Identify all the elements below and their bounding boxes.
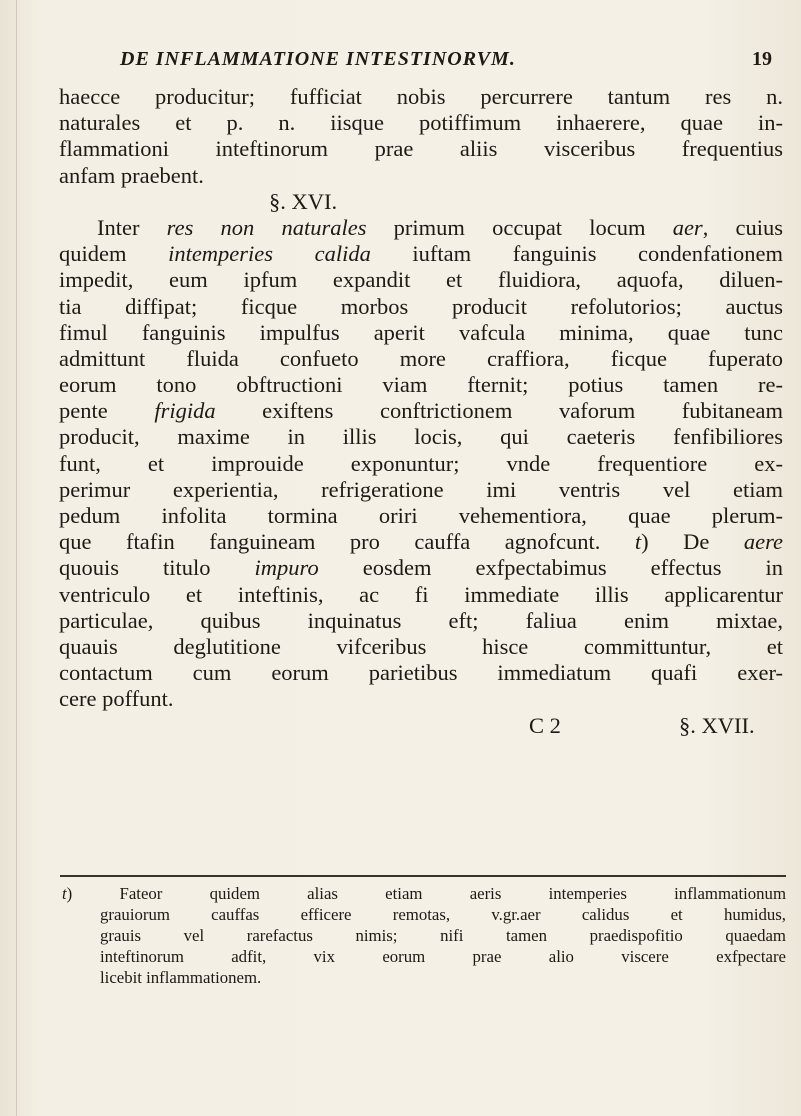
italic-term: t — [634, 529, 642, 555]
text-line — [59, 215, 783, 241]
footnote — [62, 883, 786, 988]
text-segment: tia diffipat; ficque morbos producit refolutorios; auctus — [59, 293, 783, 319]
signature-mark: C 2 — [529, 712, 561, 738]
italic-term: aere — [743, 529, 783, 555]
footnote-line: grauis vel rarefactus nimis; nifi tamen praedispofitio quaedam — [100, 926, 786, 945]
text-line — [59, 529, 783, 555]
text-segment: que ftafin fanguineam pro cauffa agnofcunt. — [59, 529, 635, 555]
text-line — [59, 241, 783, 267]
text-line — [59, 320, 783, 346]
footnote-line — [62, 883, 786, 904]
text-line — [59, 477, 783, 503]
text-segment: Inter — [97, 214, 167, 240]
text-line — [59, 267, 783, 293]
text-line — [59, 398, 783, 424]
text-line — [59, 634, 783, 660]
text-line — [59, 555, 783, 581]
text-line — [59, 372, 783, 398]
text-line: flammationi inteftinorum prae aliis visceribus frequentius — [59, 136, 783, 162]
text-line — [59, 660, 783, 686]
text-segment: producit, maxime in illis locis, qui caeteris fenfibiliores — [59, 424, 783, 450]
text-segment: , cuius — [702, 214, 783, 240]
running-head-title: DE INFLAMMATIONE INTESTINORVM. — [120, 48, 516, 70]
text-line — [59, 294, 783, 320]
text-segment: cere poffunt. — [59, 686, 174, 712]
text-line: haecce producitur; fufficiat nobis percurrere tantum res n. — [59, 84, 783, 109]
text-segment: contactum cum eorum parietibus immediatum quafi exer- — [59, 660, 783, 686]
text-segment: primum occupat locum — [366, 214, 673, 240]
italic-term: res non naturales — [166, 214, 367, 240]
main-text — [59, 84, 783, 739]
catchword: §. XVII. — [679, 712, 755, 738]
text-segment: fimul fanguinis impulfus aperit vafcula minima, quae tunc — [59, 319, 783, 345]
footnote-rule — [60, 875, 786, 877]
text-segment: quidem — [59, 241, 169, 267]
italic-term: frigida — [154, 398, 216, 424]
text-segment: quauis deglutitione vifceribus hisce committuntur, et — [59, 633, 783, 659]
footnote-text: ) Fateor quidem alias etiam aeris intemperies inflammationum — [66, 884, 786, 903]
text-segment: impedit, eum ipfum expandit et fluidiora, aquofa, diluen- — [59, 267, 783, 293]
text-line — [59, 424, 783, 450]
text-segment: admittunt fluida confueto more craffiora, ficque fuperato — [59, 345, 783, 371]
footnote-marker: t — [62, 884, 67, 903]
text-segment: pente — [59, 398, 155, 424]
text-segment: ) De — [641, 529, 744, 555]
text-segment: eosdem exfpectabimus effectus in — [318, 555, 783, 581]
footnote-line: grauiorum cauffas efficere remotas, v.gr.aer calidus et humidus, — [100, 905, 786, 924]
text-line — [59, 582, 783, 608]
text-segment: eorum tono obftructioni viam fternit; potius tamen re- — [59, 372, 783, 398]
text-segment: exiftens conftrictionem vaforum fubitaneam — [215, 398, 783, 424]
text-line — [59, 346, 783, 372]
section-paragraph — [59, 215, 783, 713]
text-segment: funt, et improuide exponuntur; vnde frequentiore ex- — [59, 450, 783, 476]
text-line — [59, 503, 783, 529]
italic-term: aer — [672, 214, 703, 240]
text-line — [59, 608, 783, 634]
text-line — [59, 686, 783, 712]
text-segment: particulae, quibus inquinatus eft; faliua enim mixtae, — [59, 607, 783, 633]
page-number: 19 — [752, 48, 772, 70]
catchline — [59, 713, 783, 739]
text-segment: pedum infolita tormina oriri vehementiora, quae plerum- — [59, 503, 783, 528]
text-line — [59, 451, 783, 477]
text-segment: ventriculo et inteftinis, ac fi immediate illis applicarentur — [59, 581, 783, 607]
text-segment: perimur experientia, refrigeratione imi ventris vel etiam — [59, 476, 783, 502]
text-segment: iuftam fanguinis condenfationem — [370, 241, 783, 267]
binding-edge — [16, 0, 17, 1116]
italic-term: intemperies calida — [168, 241, 371, 267]
footnote-line: inteftinorum adfit, vix eorum prae alio viscere exfpectare — [100, 947, 786, 966]
text-segment: quouis titulo — [59, 555, 255, 581]
text-line: anfam praebent. — [59, 162, 204, 188]
italic-term: impuro — [254, 555, 319, 581]
section-heading: §. XVI. — [269, 188, 338, 214]
text-line: naturales et p. n. iisque potiffimum inhaerere, quae in- — [59, 110, 783, 136]
footnote-line: licebit inflammationem. — [100, 968, 262, 987]
